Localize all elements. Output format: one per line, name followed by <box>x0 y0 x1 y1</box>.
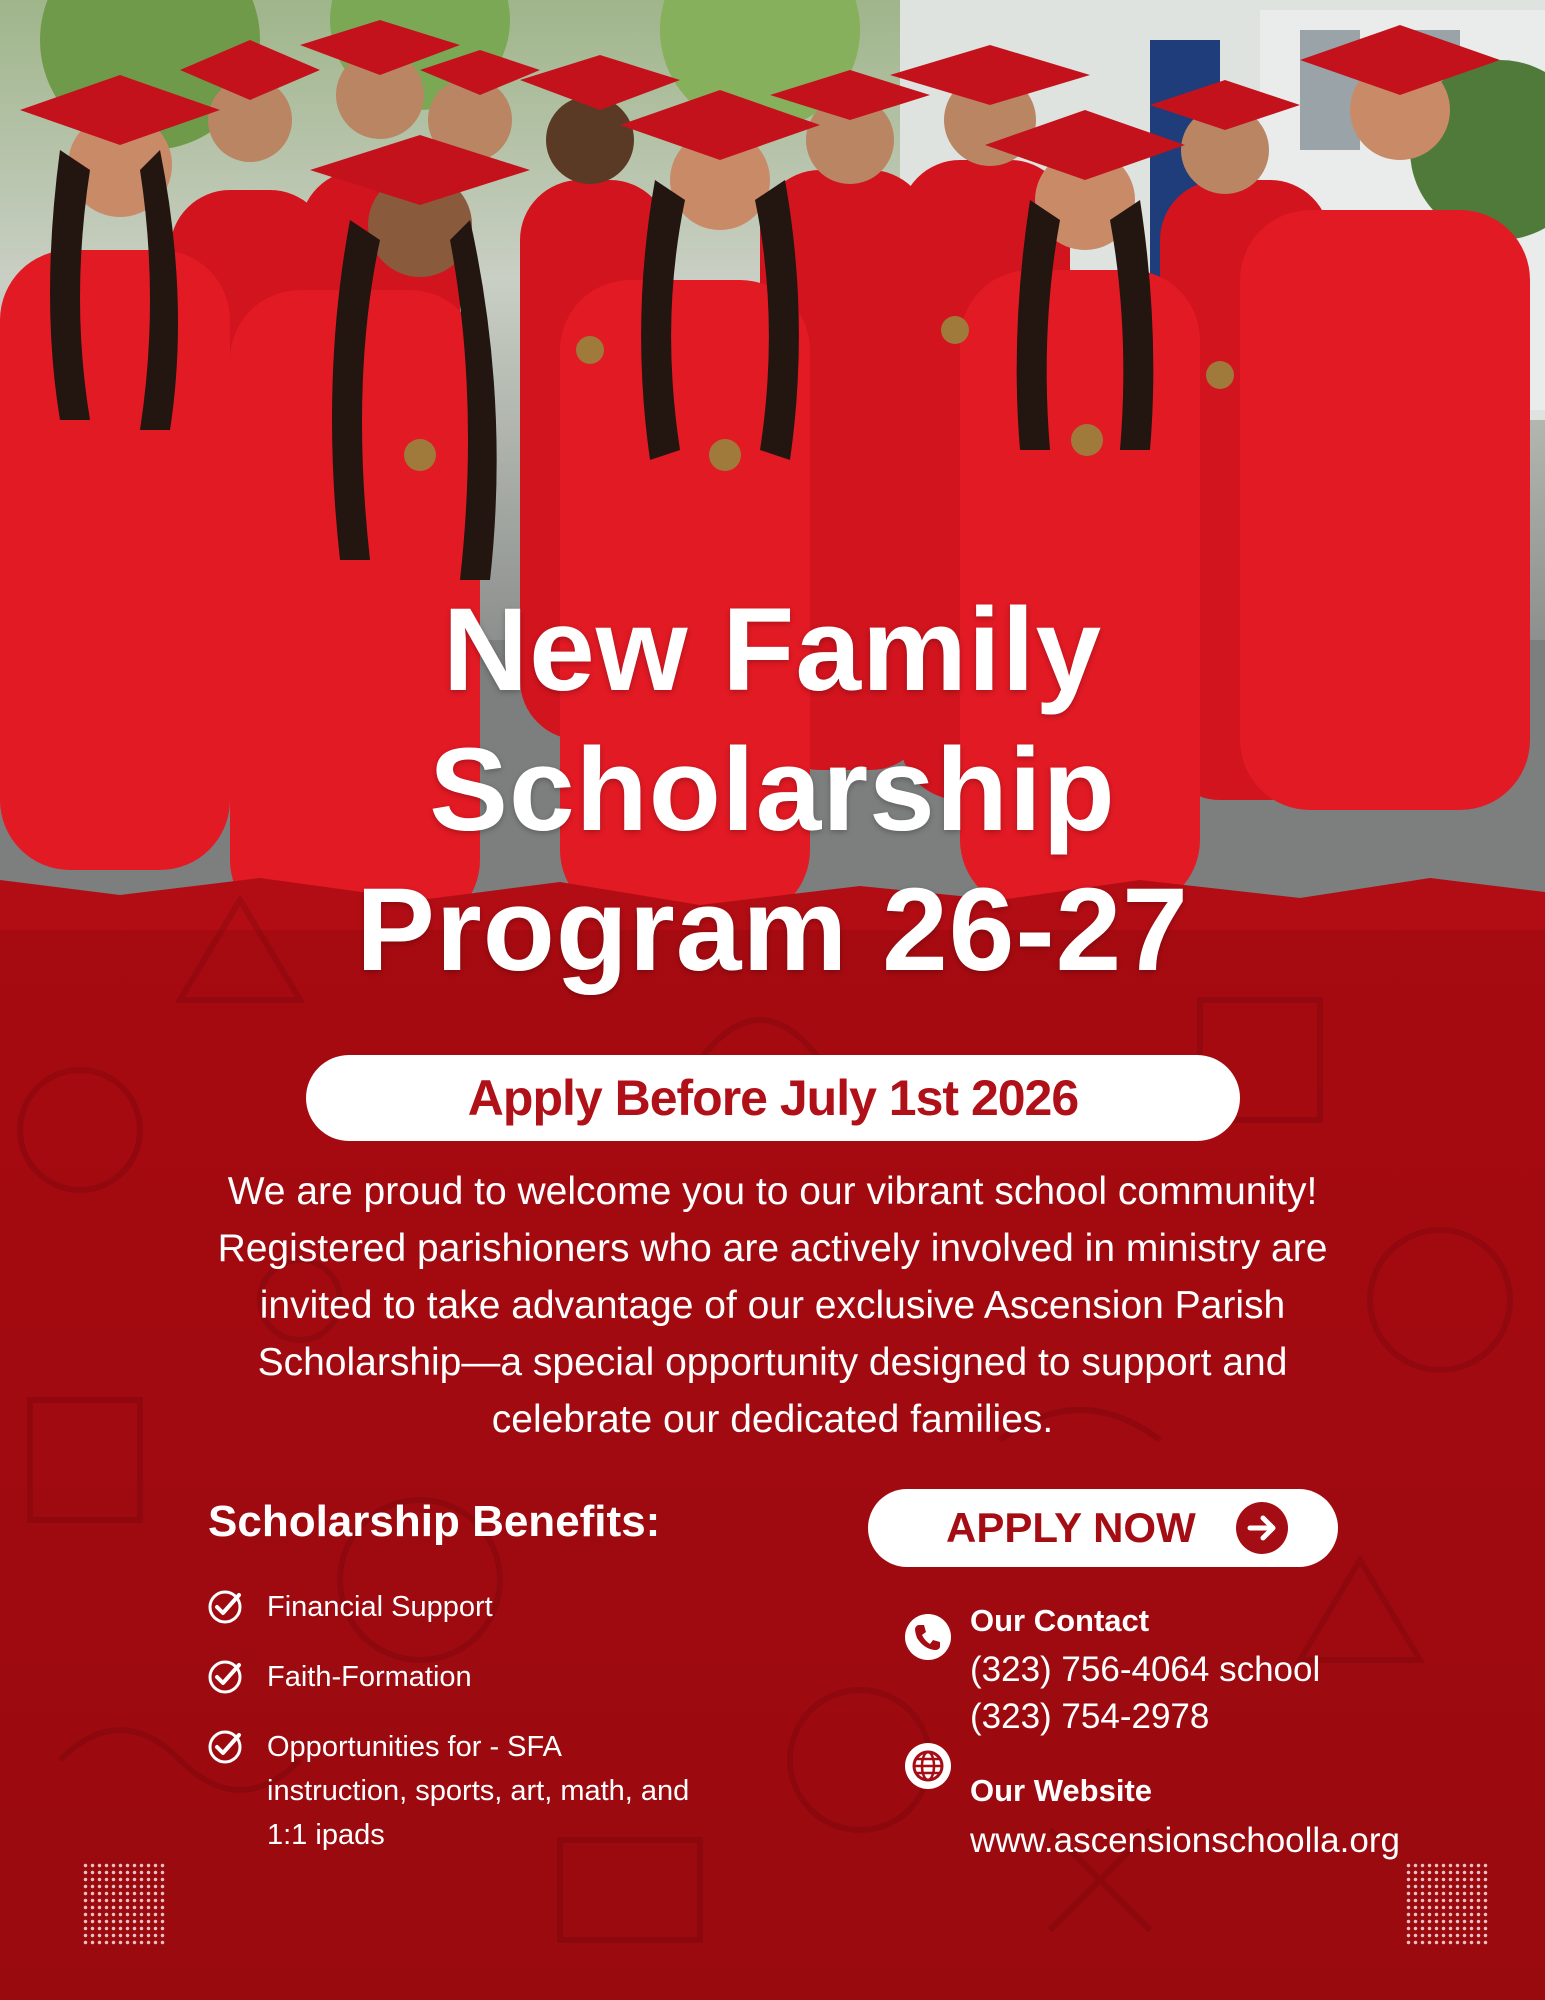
dot-grid-left <box>82 1862 166 1946</box>
benefit-text: Faith-Formation <box>267 1661 472 1693</box>
apply-now-label: APPLY NOW <box>946 1504 1196 1551</box>
deadline-text: Apply Before July 1st 2026 <box>467 1070 1079 1126</box>
website-url[interactable]: www.ascensionschoolla.org <box>970 1821 1400 1860</box>
website-heading: Our Website <box>970 1773 1153 1808</box>
phone-school[interactable]: (323) 756-4064 school <box>970 1650 1321 1689</box>
check-circle-icon <box>207 1729 243 1765</box>
benefit-item <box>207 1655 777 1699</box>
title-line-3: Program 26-27 <box>356 864 1189 996</box>
benefit-text: instruction, sports, art, math, and <box>267 1775 690 1807</box>
check-circle-icon <box>207 1659 243 1695</box>
check-circle-icon <box>207 1589 243 1625</box>
apply-now-button[interactable] <box>868 1489 1338 1567</box>
arrow-right-circle-icon <box>1236 1502 1288 1554</box>
benefit-item <box>207 1585 777 1629</box>
deadline-banner <box>306 1055 1240 1141</box>
phone-other[interactable]: (323) 754-2978 <box>970 1697 1210 1736</box>
title-line-1: New Family <box>442 584 1103 716</box>
globe-icon <box>905 1743 951 1789</box>
benefit-text: Financial Support <box>267 1591 493 1623</box>
benefit-item <box>207 1725 777 1857</box>
intro-line: We are proud to welcome you to our vibrant school community! <box>227 1170 1318 1213</box>
intro-line: invited to take advantage of our exclusive Ascension Parish <box>259 1284 1286 1327</box>
benefits-heading: Scholarship Benefits: <box>208 1497 661 1546</box>
intro-line: Scholarship—a special opportunity designed to support and <box>257 1341 1288 1384</box>
contact-heading: Our Contact <box>970 1603 1150 1638</box>
phone-icon <box>905 1614 951 1660</box>
intro-paragraph <box>120 1163 1425 1448</box>
intro-line: celebrate our dedicated families. <box>491 1398 1054 1441</box>
intro-line: Registered parishioners who are actively involved in ministry are <box>217 1227 1328 1270</box>
dot-grid-right <box>1405 1862 1489 1946</box>
benefit-text: Opportunities for - SFA <box>267 1731 562 1763</box>
title-line-2: Scholarship <box>429 724 1116 856</box>
benefit-text: 1:1 ipads <box>267 1819 385 1851</box>
